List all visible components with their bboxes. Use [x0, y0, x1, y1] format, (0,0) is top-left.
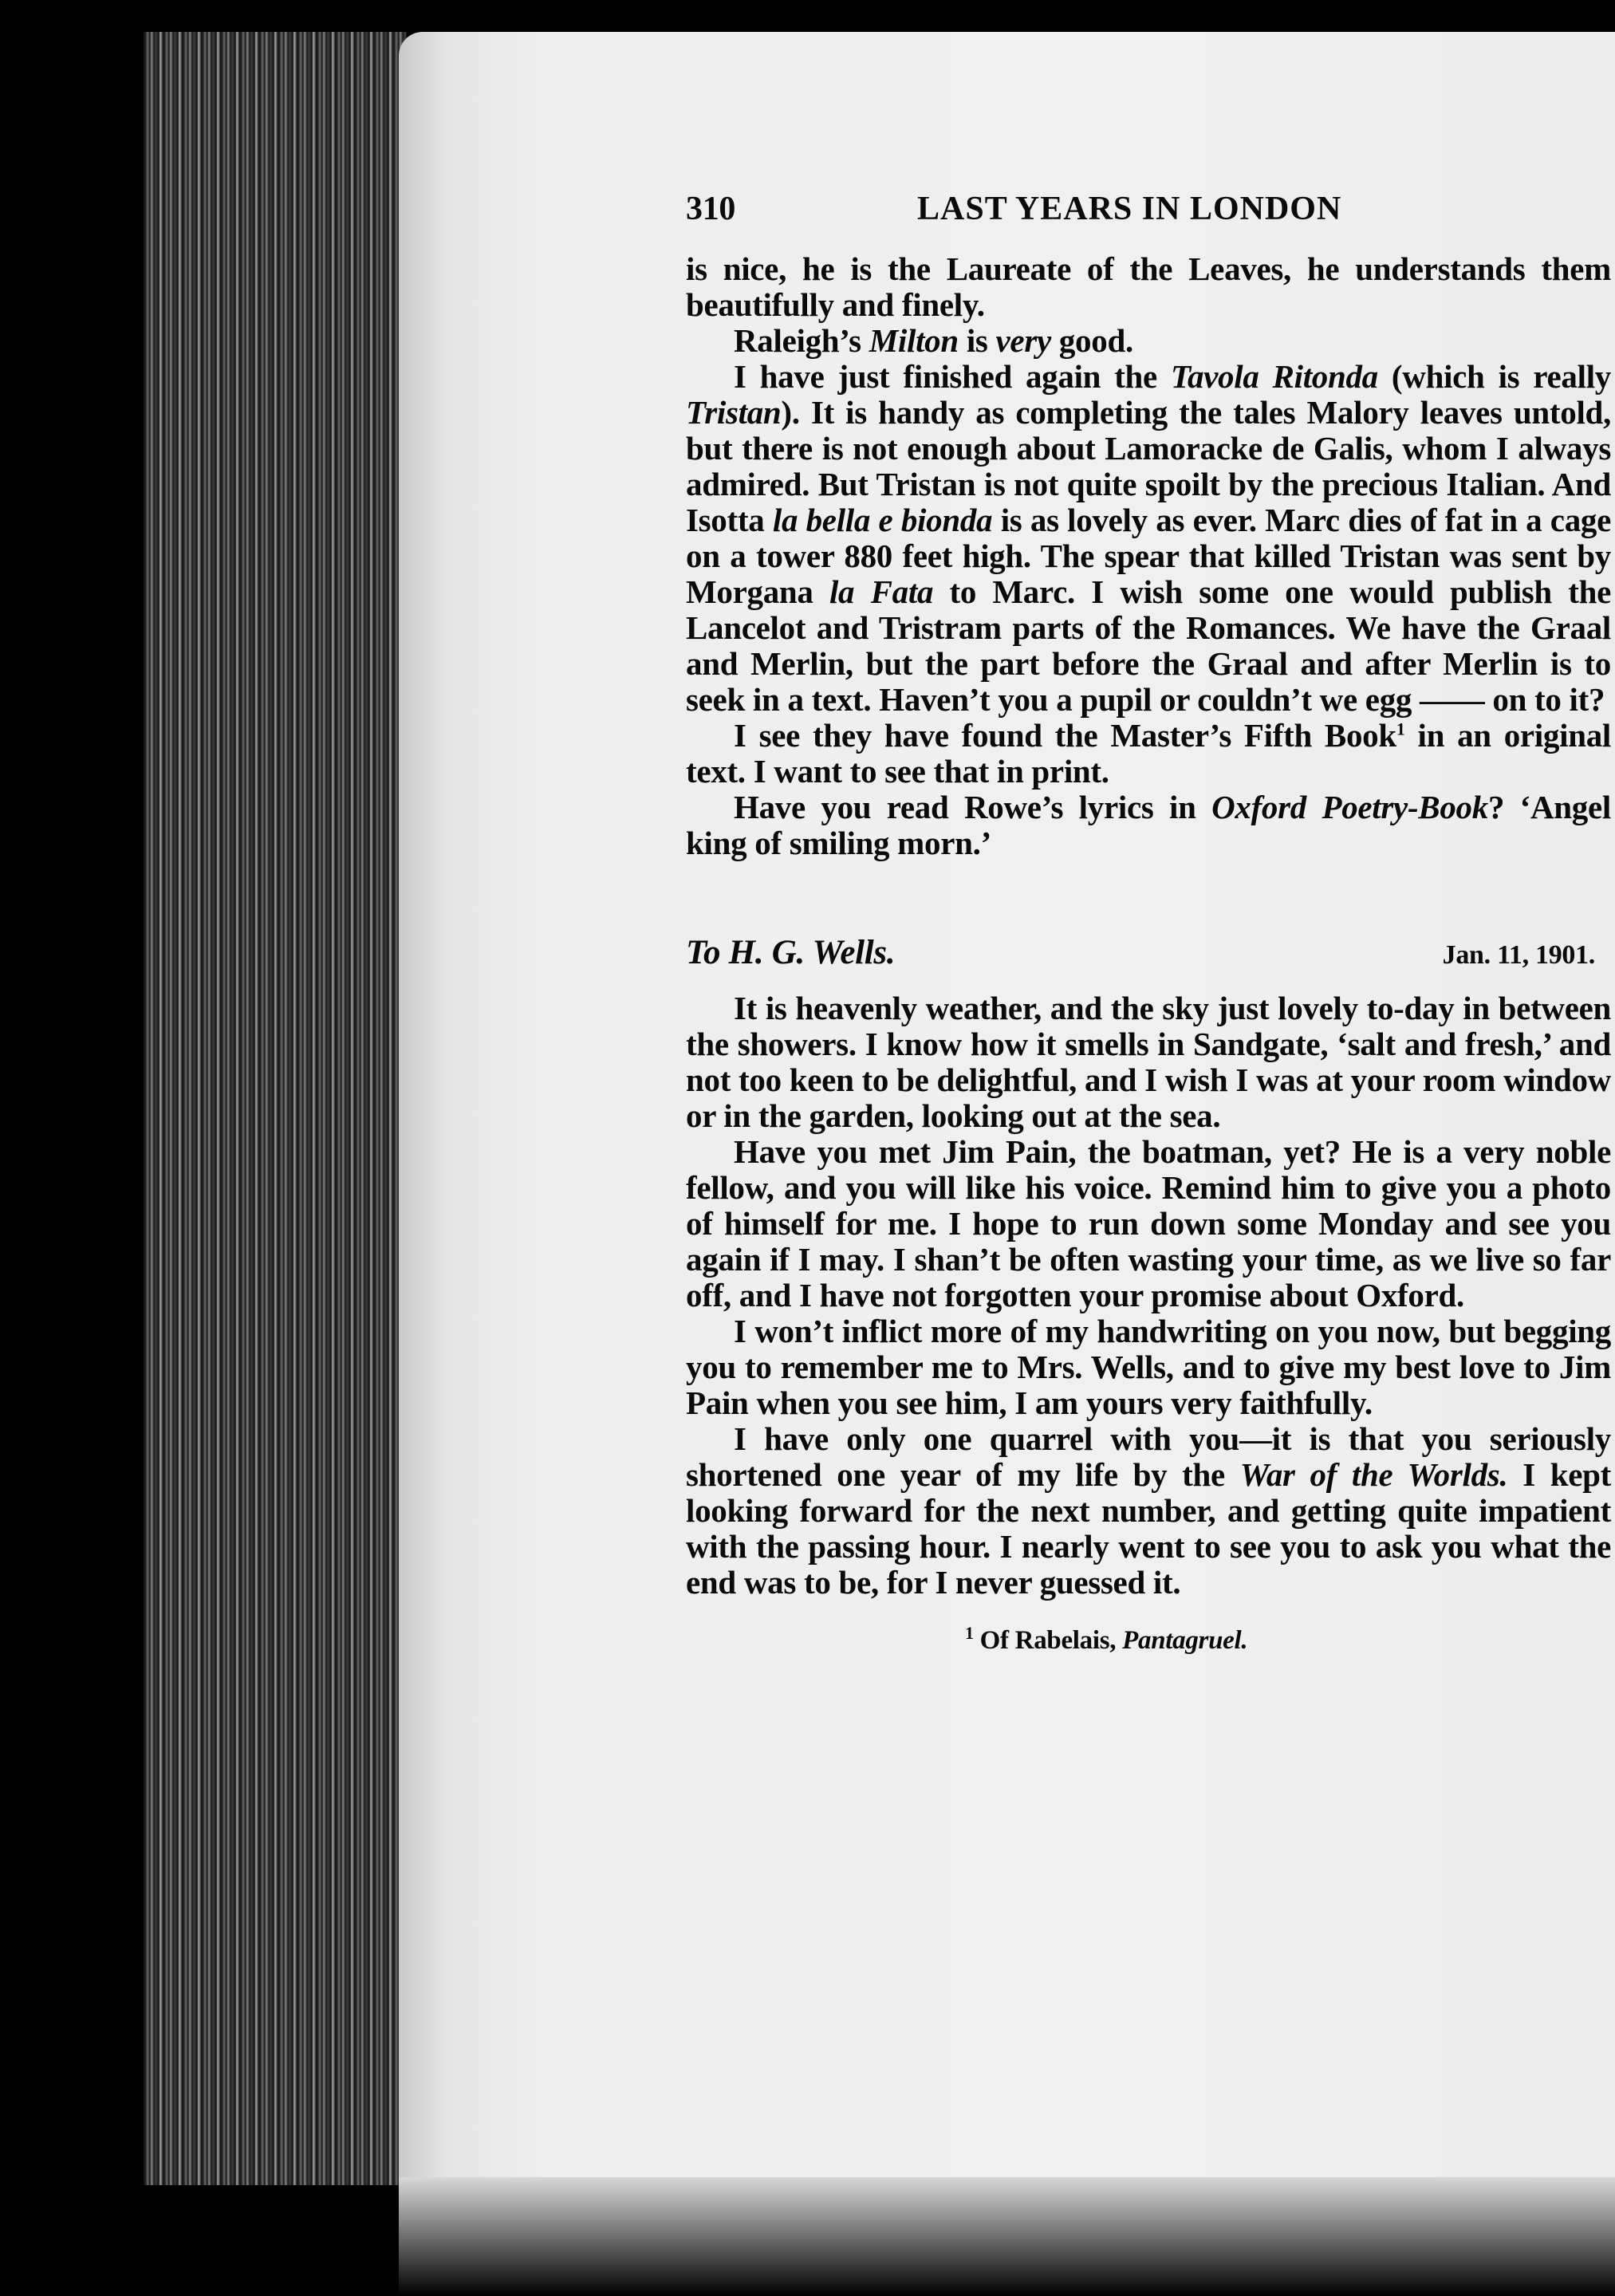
book-page-edges — [144, 32, 407, 2185]
text-run: to Marc. I wish some one would publish the Lancelot and Tristram parts of the Romances. We have the Graal and Merlin, but the part before the Graal and after Merlin is to seek in a text. Haven’t you a pupil or couldn’t we egg —— on to it? — [686, 573, 1611, 718]
text-run: in an original text. I want to see that in print. — [686, 717, 1611, 790]
text-run: ). It is handy as completing the tales Malory leaves untold, but there is not enough about Lamoracke de Galis, whom I always admired. But Tristan is not quite spoilt by the precious Italian. And Isotta — [686, 394, 1611, 538]
footnote-marker: 1 — [965, 1623, 974, 1643]
paragraph-rowe — [686, 790, 1611, 861]
text-run: ? ‘Angel king of smiling morn.’ — [686, 789, 1611, 861]
footnote-italic-title: Pantagruel. — [1122, 1626, 1248, 1655]
italic-title: Tristan — [686, 394, 782, 431]
letter-paragraph-jim-pain: Have you met Jim Pain, the boatman, yet? He is a very noble fellow, and you will like his voice. Remind him to give you a photo of himself for me. I hope to run down some Monday and see you again if I may. I shan’t be often wasting your time, as we live so far off, and I have not forgotten your promise about Oxford. — [686, 1133, 1611, 1313]
text-run: I have only one quarrel with you—it is that you seriously shortened one year of my life by the — [686, 1420, 1611, 1493]
footnote-text: Of Rabelais, — [973, 1626, 1123, 1655]
paragraph-tavola-ritonda — [686, 359, 1611, 718]
text-run: I have just finished again the — [734, 358, 1171, 395]
text-run: is as lovely as ever. Marc dies of fat in a cage on a tower 880 feet high. The spear that killed Tristan was sent by Morgana — [686, 502, 1611, 610]
text-run: good. — [1050, 322, 1133, 359]
letter-paragraph-weather: It is heavenly weather, and the sky just lovely to-day in between the showers. I know how it smells in Sandgate, ‘salt and fresh,’ and not too keen to be delightful, and I wish I was at your room window or in the garden, looking out at the sea. — [686, 990, 1611, 1134]
text-run: (which is really — [1377, 358, 1611, 395]
italic-emphasis: very — [995, 322, 1051, 359]
paragraph-fifth-book — [686, 718, 1611, 790]
footnote — [686, 1623, 1611, 1659]
italic-title: War of the Worlds. — [1239, 1456, 1508, 1493]
running-head — [686, 191, 1611, 227]
running-head-title: LAST YEARS IN LONDON — [917, 191, 1342, 227]
text-run: I see they have found the Master’s Fifth Book — [734, 717, 1396, 754]
page-number: 310 — [686, 191, 736, 227]
letter-heading — [686, 935, 1611, 973]
text-run: Have you read Rowe’s lyrics in — [734, 789, 1212, 825]
italic-title: Tavola Ritonda — [1170, 358, 1378, 395]
text-run: Raleigh’s — [734, 322, 869, 359]
letter-paragraph-handwriting: I won’t inflict more of my handwriting on you now, but begging you to remember me to Mrs. Wells, and to give my best love to Jim Pain when you see him, I am yours very faithfully. — [686, 1313, 1611, 1421]
page-bottom-shadow — [399, 2177, 1615, 2296]
letter-date: Jan. 11, 1901. — [1442, 940, 1595, 970]
paragraph-raleigh — [686, 323, 1611, 359]
text-run: I kept looking forward for the next number, and getting quite impatient with the passing hour. I nearly went to see you to ask you what the end was to be, for I never guessed it. — [686, 1456, 1611, 1601]
text-column — [686, 191, 1611, 1659]
continuation-paragraph: is nice, he is the Laureate of the Leaves, he understands them beautifully and finely. — [686, 250, 1611, 323]
italic-title: Oxford Poetry-Book — [1211, 789, 1488, 825]
letter-recipient: To H. G. Wells. — [686, 934, 896, 971]
letter-paragraph-quarrel — [686, 1421, 1611, 1601]
italic-phrase: la Fata — [829, 573, 934, 610]
footnote-reference: 1 — [1396, 719, 1405, 739]
italic-phrase: la bella e bionda — [772, 502, 993, 538]
text-run: is — [958, 322, 996, 359]
italic-title: Milton — [869, 322, 959, 359]
